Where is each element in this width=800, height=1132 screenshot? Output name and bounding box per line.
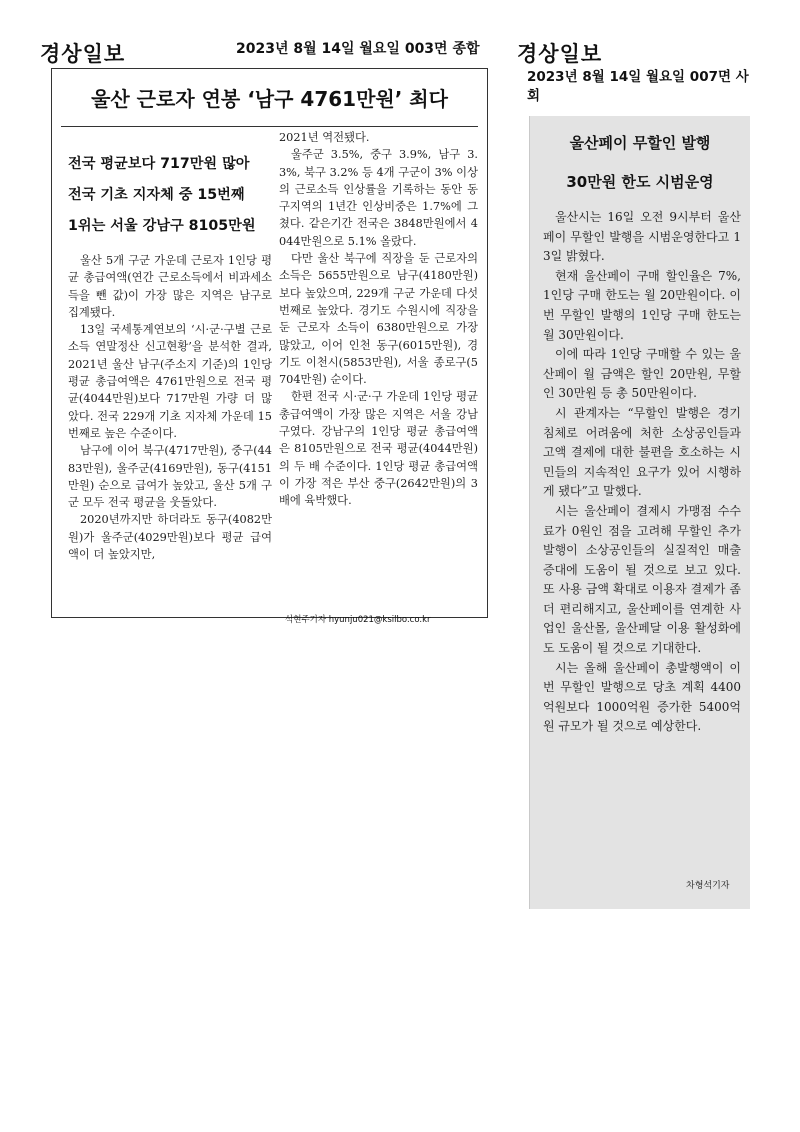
article1-headline: 울산 근로자 연봉 ‘남구 4761만원’ 최다 [91, 87, 448, 111]
article1-continuation: 2021년 역전됐다. [279, 131, 370, 144]
article-ulsan-salary [51, 68, 488, 618]
masthead-left: 경상일보 [40, 42, 126, 66]
article2-paragraph: 시 관계자는 “무할인 발행은 경기 침체로 어려움에 처한 소상공인들과 고액 결제에 대한 불편을 호소하는 시민들의 지속적인 요구가 있어 시행하게 됐다”고 말했다. [543, 405, 741, 499]
dateline-right [527, 68, 749, 106]
article1-byline: 석현주기자 hyunju021@ksilbo.co.kr [285, 615, 431, 625]
article1-paragraph: 다만 울산 북구에 직장을 둔 근로자의 소득은 5655만원으로 남구(4180만원)보다 높았으며, 229개 구군 가운데 다섯번째로 높았다. 경기도 수원시에 직장을 둔 근로자 소득이 6380만원으로 가장 많았고, 이어 인천 동구(6015만원), 경기도 이천시(5853만원), 서울 종로구(5704만원) 순이다. [279, 252, 478, 387]
article2-body [543, 208, 741, 737]
headline-divider [61, 126, 478, 127]
article-ulsan-pay [529, 116, 750, 909]
article1-paragraph: 2020년까지만 하더라도 동구(4082만원)가 울주군(4029만원)보다 평균 급여액이 더 높았지만, [68, 513, 272, 562]
article1-subheads [68, 149, 298, 242]
article1-paragraph: 울주군 3.5%, 중구 3.9%, 남구 3.3%, 북구 3.2% 등 4개 구군이 3% 이상의 근로소득 인상률을 기록하는 동안 동구지역의 1년간 인상비중은 1.7%에 그쳤다. 같은기간 전국은 3848만원에서 4044만원으로 5.1% 올랐다. [279, 148, 478, 248]
article2-paragraph: 시는 올해 울산페이 총발행액이 이번 무할인 발행으로 당초 계획 4400억원보다 1000억원 증가한 5400억원 규모가 될 것으로 예상한다. [543, 660, 741, 734]
article2-paragraph: 이에 따라 1인당 구매할 수 있는 울산페이 월 금액은 할인 20만원, 무할인 30만원 등 총 50만원이다. [543, 347, 741, 401]
article2-headline [530, 124, 750, 202]
article2-paragraph: 시는 울산페이 결제시 가맹점 수수료가 0원인 점을 고려해 무할인 추가 발행이 소상공인들의 실질적인 매출 증대에 도움이 될 것으로 보고 있다. 또 사용 금액 확대로 이용자 결제가 좀 더 편리해지고, 울산페이를 연계한 사업인 울산몰, 울산페달 이용 활성화에도 도움이 될 것으로 기대한다. [543, 503, 741, 656]
article1-paragraph: 13일 국세통계연보의 ‘시·군·구별 근로소득 연말정산 신고현황’을 분석한 결과, 2021년 울산 남구(주소지 기준)의 1인당 평균 총급여액은 4761만원으로 전국 평균(4044만원)보다 717만원 가량 더 많았다. 전국 229개 기초 지자체 가운데 15번째로 높은 수준이다. [68, 323, 272, 440]
dateline-right-line2: 회 [527, 88, 541, 104]
article2-headline-line1: 울산페이 무할인 발행 [569, 134, 711, 152]
article1-paragraph: 남구에 이어 북구(4717만원), 중구(4483만원), 울주군(4169만원), 동구(4151만원) 순으로 급여가 높았고, 울산 5개 구군 모두 전국 평균을 웃돌았다. [68, 444, 272, 510]
article2-paragraph: 울산시는 16일 오전 9시부터 울산페이 무할인 발행을 시범운영한다고 13일 밝혔다. [543, 210, 741, 264]
masthead-right: 경상일보 [517, 42, 603, 66]
subhead-2: 전국 기초 지자체 중 15번째 [68, 187, 245, 203]
article1-column-1 [68, 252, 272, 563]
subhead-3: 1위는 서울 강남구 8105만원 [68, 218, 256, 234]
dateline-right-line1: 2023년 8월 14일 월요일 007면 사 [527, 69, 749, 85]
article2-paragraph: 현재 울산페이 구매 할인율은 7%, 1인당 구매 한도는 월 20만원이다. 이번 무할인 발행의 1인당 구매 한도는 월 30만원이다. [543, 268, 741, 342]
dateline-left: 2023년 8월 14일 월요일 003면 종합 [236, 41, 480, 57]
article1-paragraph: 울산 5개 구군 가운데 근로자 1인당 평균 총급여액(연간 근로소득에서 비과세소득을 뺀 값)이 가장 많은 지역은 남구로 집계됐다. [68, 254, 272, 319]
subhead-1: 전국 평균보다 717만원 많아 [68, 156, 250, 172]
article1-paragraph: 한편 전국 시·군·구 가운데 1인당 평균 총급여액이 가장 많은 지역은 서울 강남구였다. 강남구의 1인당 평균 총급여액은 8105만원으로 전국 평균(4044만원)의 두 배 수준이다. 1인당 평균 총급여액이 가장 적은 부산 중구(2642만원)의 3배에 육박했다. [279, 390, 478, 508]
article1-column-2 [279, 129, 478, 510]
article2-byline: 차형석기자 [686, 881, 730, 891]
article2-headline-line2: 30만원 한도 시범운영 [566, 173, 714, 191]
